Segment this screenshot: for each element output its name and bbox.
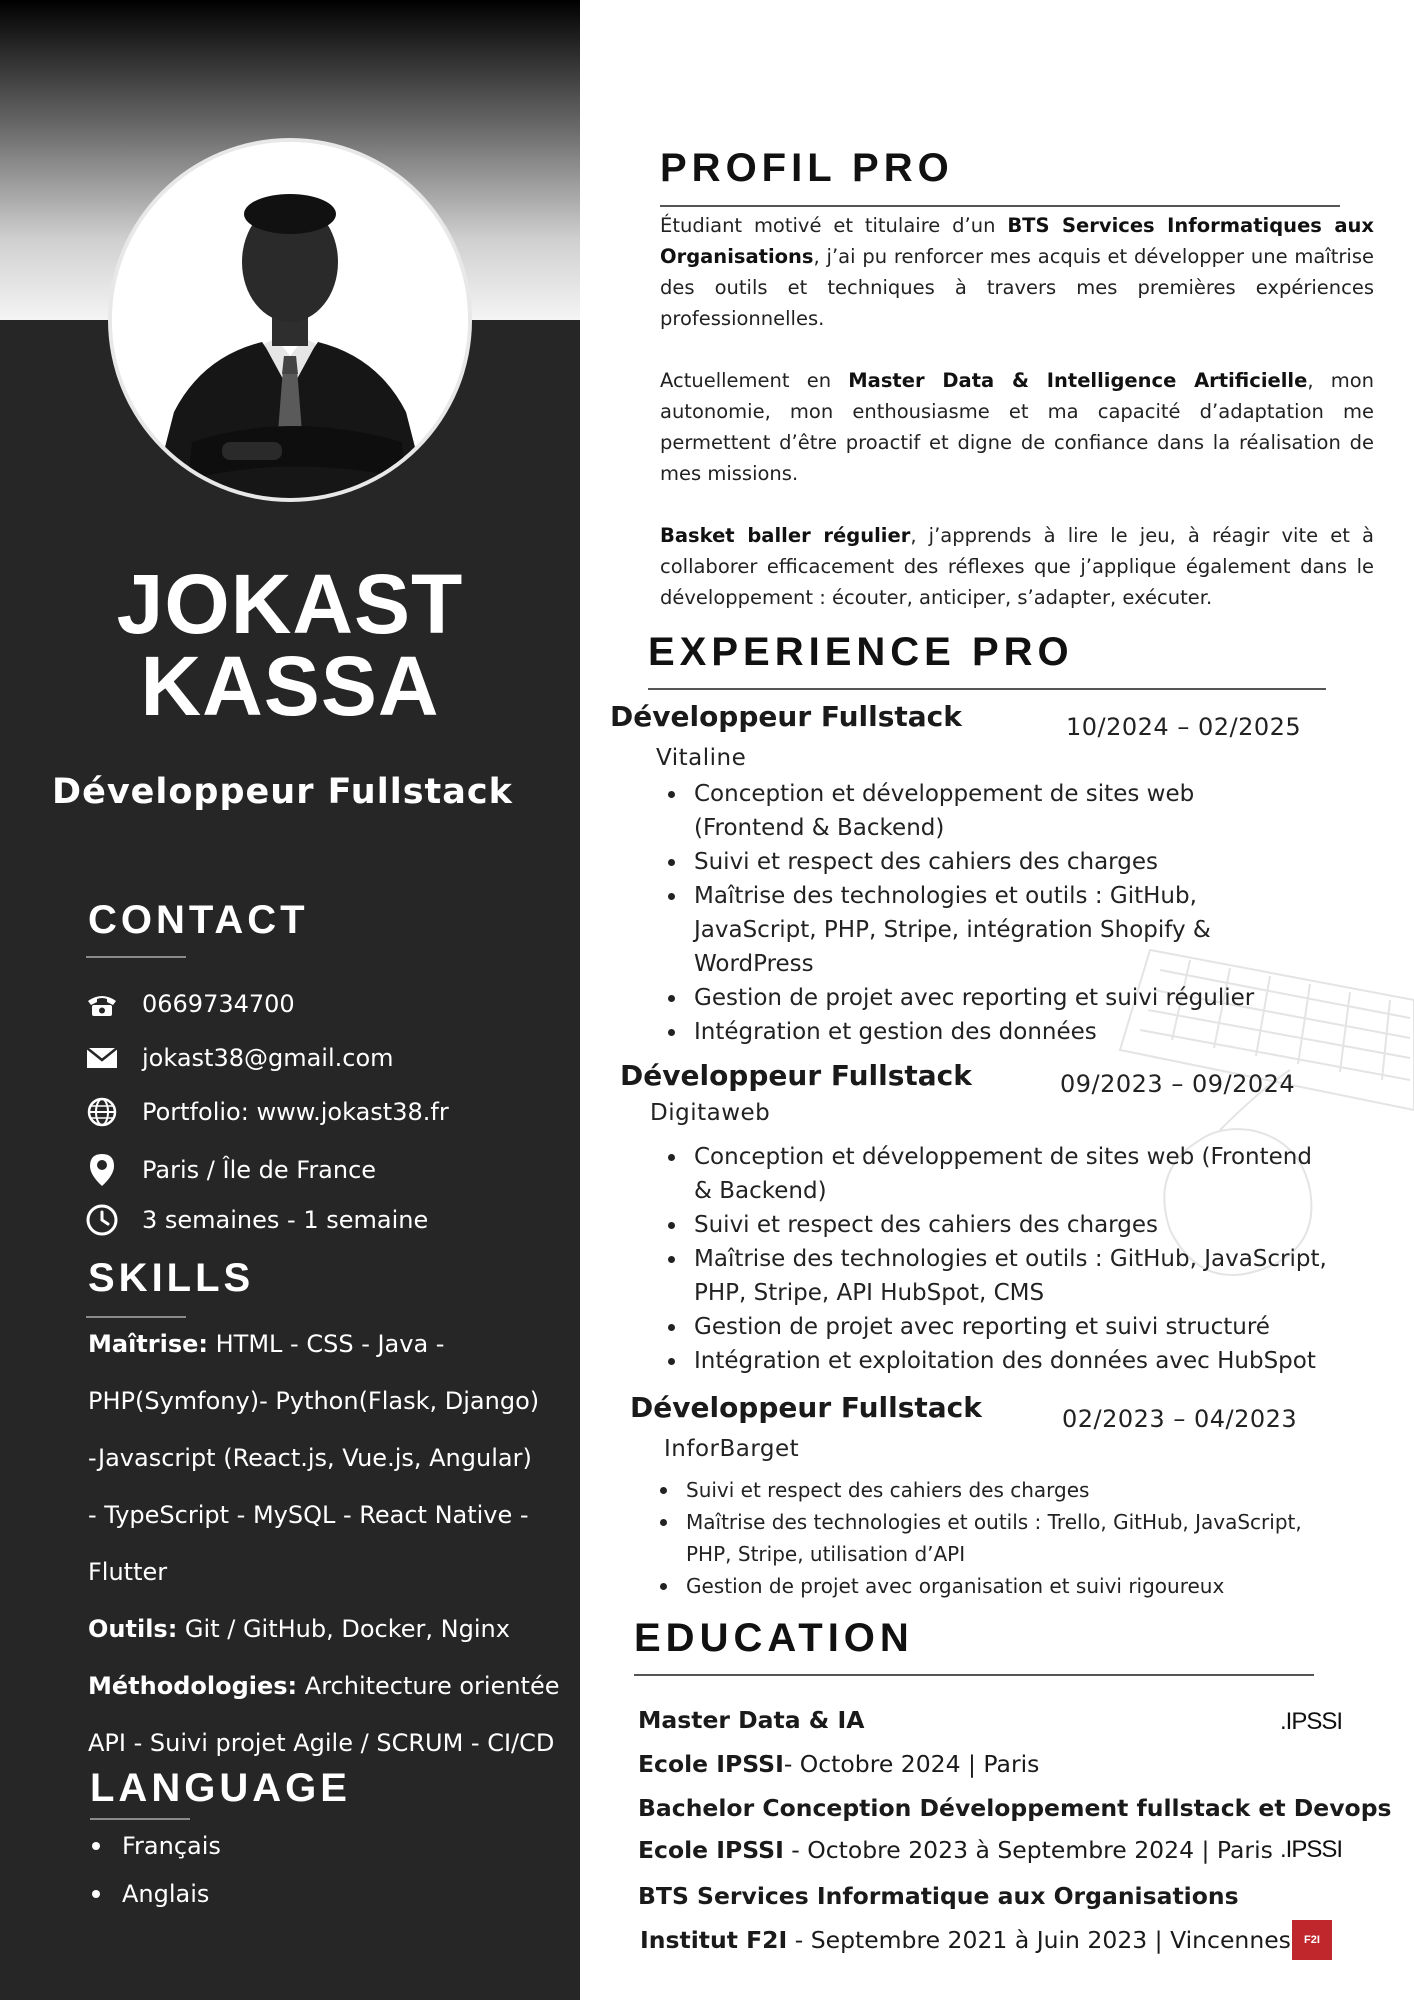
edu-3-school: Institut F2I - Septembre 2021 à Juin 2023 | Vincennes: [640, 1926, 1291, 1954]
language-heading: LANGUAGE: [90, 1766, 351, 1810]
skills-mastery-line: -Javascript (React.js, Vue.js, Angular): [88, 1444, 532, 1472]
ipssi-logo: .IPSSI: [1280, 1836, 1343, 1863]
contact-phone-text: 0669734700: [142, 990, 295, 1018]
skills-mastery-line: PHP(Symfony)- Python(Flask, Django): [88, 1387, 540, 1415]
job-bullet: Intégration et exploitation des données avec HubSpot: [694, 1344, 1334, 1378]
job-1-title: Développeur Fullstack: [610, 700, 962, 733]
skills-heading: SKILLS: [88, 1256, 255, 1300]
edu-3-degree: BTS Services Informatique aux Organisations: [638, 1882, 1239, 1910]
contact-heading: CONTACT: [88, 898, 309, 942]
job-bullet: Conception et développement de sites web (Frontend & Backend): [694, 1140, 1334, 1208]
language-divider: [90, 1818, 190, 1820]
edu-2-degree: Bachelor Conception Développement fullstack et Devops: [638, 1794, 1392, 1822]
contact-portfolio-text: Portfolio: www.jokast38.fr: [142, 1098, 449, 1126]
skills-methods-line: Méthodologies: Architecture orientée: [88, 1672, 560, 1700]
skills-mastery-line: Flutter: [88, 1558, 168, 1586]
job-3-dates: 02/2023 – 04/2023: [1062, 1405, 1298, 1433]
profil-paragraph: Étudiant motivé et titulaire d’un BTS Services Informatiques aux Organisations, j’ai pu renforcer mes acquis et développer une maîtrise des outils et techniques à travers mes premières expériences professionnelles.: [660, 214, 1374, 330]
edu-2-school: Ecole IPSSI - Octobre 2023 à Septembre 2024 | Paris: [638, 1836, 1273, 1864]
profil-paragraph: Actuellement en Master Data & Intelligence Artificielle, mon autonomie, mon enthousiasme et ma capacité d’adaptation me permettent d’être proactif et digne de confiance dans la réalisation de mes missions.: [660, 369, 1374, 485]
skills-tools-label: Outils:: [88, 1615, 178, 1643]
job-2-title: Développeur Fullstack: [620, 1059, 972, 1092]
language-item: Anglais: [88, 1870, 221, 1918]
phone-icon: [84, 986, 120, 1022]
job-title: Développeur Fullstack: [52, 772, 513, 812]
job-bullet: Gestion de projet avec reporting et suivi régulier: [694, 981, 1214, 1015]
profil-paragraph: Basket baller régulier, j’apprends à lire le jeu, à réagir vite et à collaborer efficacement des réflexes que j’applique également dans le développement : écouter, anticiper, s’adapter, exécuter.: [660, 524, 1374, 609]
last-name: KASSA: [140, 639, 440, 733]
mail-icon: [84, 1040, 120, 1076]
job-2-dates: 09/2023 – 09/2024: [1060, 1070, 1296, 1098]
contact-email[interactable]: [84, 1038, 394, 1078]
skills-mastery-line: - TypeScript - MySQL - React Native -: [88, 1501, 529, 1529]
skills-tools-line: Outils: Git / GitHub, Docker, Nginx: [88, 1615, 510, 1643]
job-1-company: Vitaline: [656, 745, 747, 771]
job-bullet: Gestion de projet avec organisation et suivi rigoureux: [686, 1570, 1346, 1602]
edu-1-school: Ecole IPSSI- Octobre 2024 | Paris: [638, 1750, 1040, 1778]
contact-location-text: Paris / Île de France: [142, 1156, 377, 1184]
language-list: [88, 1822, 221, 1918]
contact-portfolio[interactable]: [84, 1092, 449, 1132]
skills-mastery-label: Maîtrise:: [88, 1330, 208, 1358]
job-bullet: Conception et développement de sites web (Frontend & Backend): [694, 777, 1214, 845]
contact-divider: [86, 956, 186, 958]
education-divider: [634, 1674, 1314, 1676]
experience-divider: [648, 688, 1326, 690]
job-bullet: Suivi et respect des cahiers des charges: [686, 1474, 1346, 1506]
contact-availability: [84, 1200, 428, 1240]
profil-text: [660, 210, 1374, 644]
ipssi-logo: .IPSSI: [1280, 1708, 1343, 1735]
job-bullet: Maîtrise des technologies et outils : GitHub, JavaScript, PHP, Stripe, intégration Shopify & WordPress: [694, 879, 1214, 981]
language-item: Français: [88, 1822, 221, 1870]
profil-heading: PROFIL PRO: [660, 146, 954, 190]
education-heading: EDUCATION: [634, 1616, 914, 1660]
contact-availability-text: 3 semaines - 1 semaine: [142, 1206, 429, 1234]
location-pin-icon: [84, 1152, 120, 1188]
skills-methods-label: Méthodologies:: [88, 1672, 298, 1700]
job-3-company: InforBarget: [664, 1436, 800, 1462]
profile-photo: [112, 142, 468, 498]
job-bullet: Suivi et respect des cahiers des charges: [694, 1208, 1334, 1242]
job-bullet: Maîtrise des technologies et outils : GitHub, JavaScript, PHP, Stripe, API HubSpot, CMS: [694, 1242, 1334, 1310]
job-3-title: Développeur Fullstack: [630, 1391, 982, 1424]
f2i-logo: F2I: [1292, 1920, 1332, 1960]
contact-phone[interactable]: [84, 984, 295, 1024]
skills-mastery-line: Maîtrise: HTML - CSS - Java -: [88, 1330, 445, 1358]
job-2-bullets: [694, 1140, 1334, 1378]
skills-methods-line: API - Suivi projet Agile / SCRUM - CI/CD: [88, 1729, 555, 1757]
job-1-bullets: [694, 777, 1255, 1049]
job-2-company: Digitaweb: [650, 1100, 771, 1126]
edu-1-degree: Master Data & IA: [638, 1706, 865, 1734]
contact-email-text: jokast38@gmail.com: [142, 1044, 394, 1072]
job-bullet: Gestion de projet avec reporting et suivi structuré: [694, 1310, 1334, 1344]
globe-icon: [84, 1094, 120, 1130]
contact-location: [84, 1150, 376, 1190]
first-name: JOKAST: [116, 557, 464, 651]
job-bullet: Maîtrise des technologies et outils : Trello, GitHub, JavaScript, PHP, Stripe, utilisation d’API: [686, 1506, 1346, 1570]
profil-divider: [660, 205, 1340, 207]
job-bullet: Intégration et gestion des données: [694, 1015, 1214, 1049]
job-bullet: Suivi et respect des cahiers des charges: [694, 845, 1214, 879]
clock-icon: [84, 1202, 120, 1238]
experience-heading: EXPERIENCE PRO: [648, 630, 1074, 674]
job-3-bullets: [686, 1474, 1346, 1602]
job-1-dates: 10/2024 – 02/2025: [1066, 713, 1302, 741]
skills-list: [88, 1316, 558, 1772]
